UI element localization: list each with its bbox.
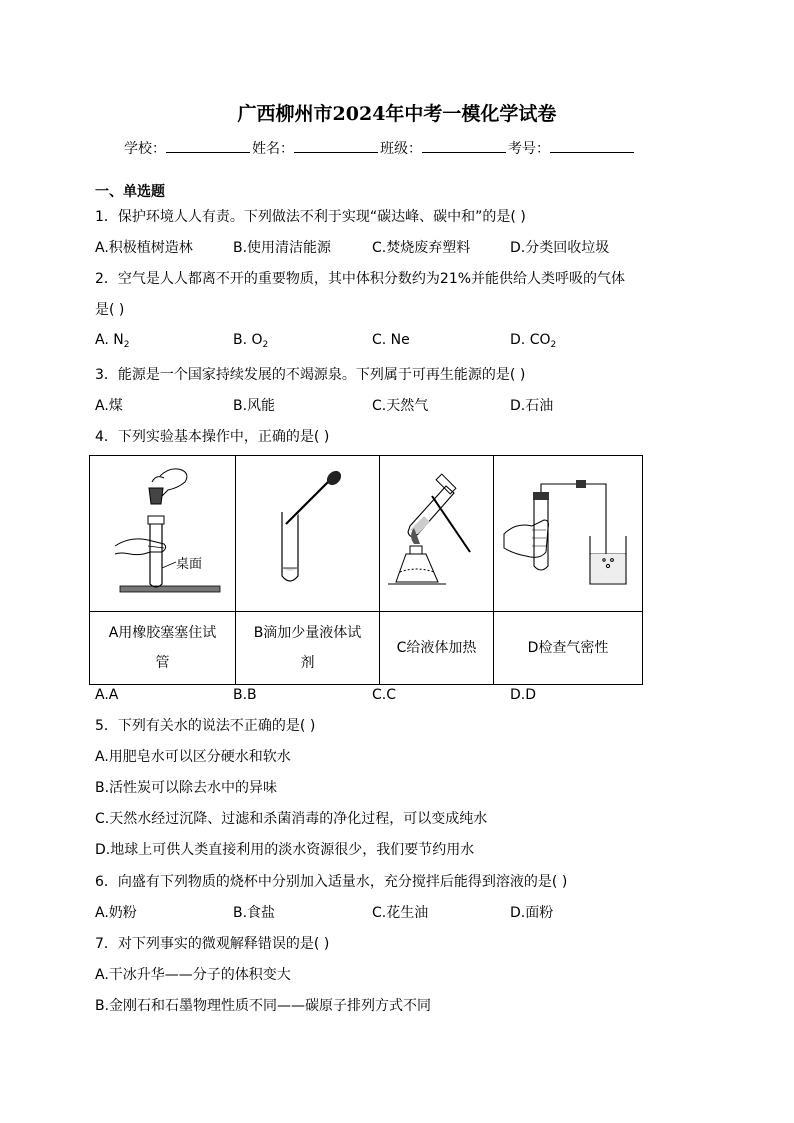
class-label: 班级： — [380, 141, 422, 157]
q2-stem-line1: 2．空气是人人都离不开的重要物质，其中体积分数约为21%并能供给人类呼吸的气体 — [95, 271, 626, 287]
q4-image-c — [380, 456, 494, 612]
q4-label-a: A用橡胶塞塞住试 管 — [90, 612, 236, 685]
q5-stem: 5．下列有关水的说法不正确的是( ) — [95, 718, 316, 734]
dropper-illustration — [236, 456, 379, 611]
q4-apparatus-table — [89, 455, 643, 685]
airtightness-check-illustration — [494, 456, 642, 611]
q6-option-b[interactable]: B.食盐 — [233, 905, 276, 921]
q2-option-b[interactable]: B. $O_2$ — [233, 332, 269, 350]
q4-stem: 4．下列实验基本操作中，正确的是( ) — [95, 429, 330, 445]
q4-label-b: B滴加少量液体试 剂 — [236, 612, 380, 685]
q5-option-b[interactable]: B.活性炭可以除去水中的异味 — [95, 780, 278, 796]
q6-option-a[interactable]: A.奶粉 — [95, 905, 137, 921]
q2-option-c[interactable]: C. Ne — [372, 332, 410, 348]
q3-stem: 3．能源是一个国家持续发展的不竭源泉。下列属于可再生能源的是( ) — [95, 367, 526, 383]
school-label: 学校： — [124, 141, 166, 157]
name-label: 姓名： — [252, 141, 294, 157]
q4-label-d: D检查气密性 — [494, 612, 643, 685]
q4-image-d — [494, 456, 643, 612]
q5-option-a[interactable]: A.用肥皂水可以区分硬水和软水 — [95, 749, 291, 765]
q2-option-a[interactable]: A. $N_2$ — [95, 332, 130, 350]
q4-label-c: C给液体加热 — [380, 612, 494, 685]
q1-option-c[interactable]: C.焚烧废弃塑料 — [372, 240, 471, 256]
q1-option-a[interactable]: A.积极植树造林 — [95, 240, 193, 256]
q6-option-c[interactable]: C.花生油 — [372, 905, 429, 921]
q7-stem: 7．对下列事实的微观解释错误的是( ) — [95, 936, 330, 952]
desk-label: 桌面 — [176, 557, 203, 572]
q2-stem-line2: 是( ) — [95, 302, 125, 318]
student-info-line — [124, 136, 636, 158]
number-blank[interactable] — [550, 136, 634, 153]
school-blank[interactable] — [166, 136, 250, 153]
q6-option-d[interactable]: D.面粉 — [510, 905, 554, 921]
q4-option-c[interactable]: C.C — [372, 687, 397, 703]
q4-image-a — [90, 456, 236, 612]
q2-option-d[interactable]: D. $CO_2$ — [510, 332, 557, 350]
q1-stem: 1．保护环境人人有责。下列做法不利于实现“碳达峰、碳中和”的是( ) — [95, 209, 526, 225]
q3-option-b[interactable]: B.风能 — [233, 398, 276, 414]
exam-title: 广西柳州市2024年中考一模化学试卷 — [237, 103, 557, 125]
heating-liquid-illustration — [380, 456, 493, 611]
section-heading: 一、单选题 — [95, 184, 165, 200]
name-blank[interactable] — [294, 136, 378, 153]
q1-option-b[interactable]: B.使用清洁能源 — [233, 240, 332, 256]
q4-option-b[interactable]: B.B — [233, 687, 257, 703]
q1-option-d[interactable]: D.分类回收垃圾 — [510, 240, 610, 256]
q7-option-a[interactable]: A.干冰升华——分子的体积变大 — [95, 967, 291, 983]
q4-option-d[interactable]: D.D — [510, 687, 537, 703]
q6-stem: 6．向盛有下列物质的烧杯中分别加入适量水，充分搅拌后能得到溶液的是( ) — [95, 874, 568, 890]
q3-option-c[interactable]: C.天然气 — [372, 398, 429, 414]
stopper-test-tube-illustration — [90, 456, 235, 611]
q4-option-a[interactable]: A.A — [95, 687, 119, 703]
q3-option-d[interactable]: D.石油 — [510, 398, 554, 414]
q3-option-a[interactable]: A.煤 — [95, 398, 123, 414]
q5-option-d[interactable]: D.地球上可供人类直接利用的淡水资源很少，我们要节约用水 — [95, 842, 475, 858]
q4-image-b — [236, 456, 380, 612]
q5-option-c[interactable]: C.天然水经过沉降、过滤和杀菌消毒的净化过程，可以变成纯水 — [95, 811, 488, 827]
number-label: 考号： — [508, 141, 550, 157]
q7-option-b[interactable]: B.金刚石和石墨物理性质不同——碳原子排列方式不同 — [95, 998, 432, 1014]
class-blank[interactable] — [422, 136, 506, 153]
